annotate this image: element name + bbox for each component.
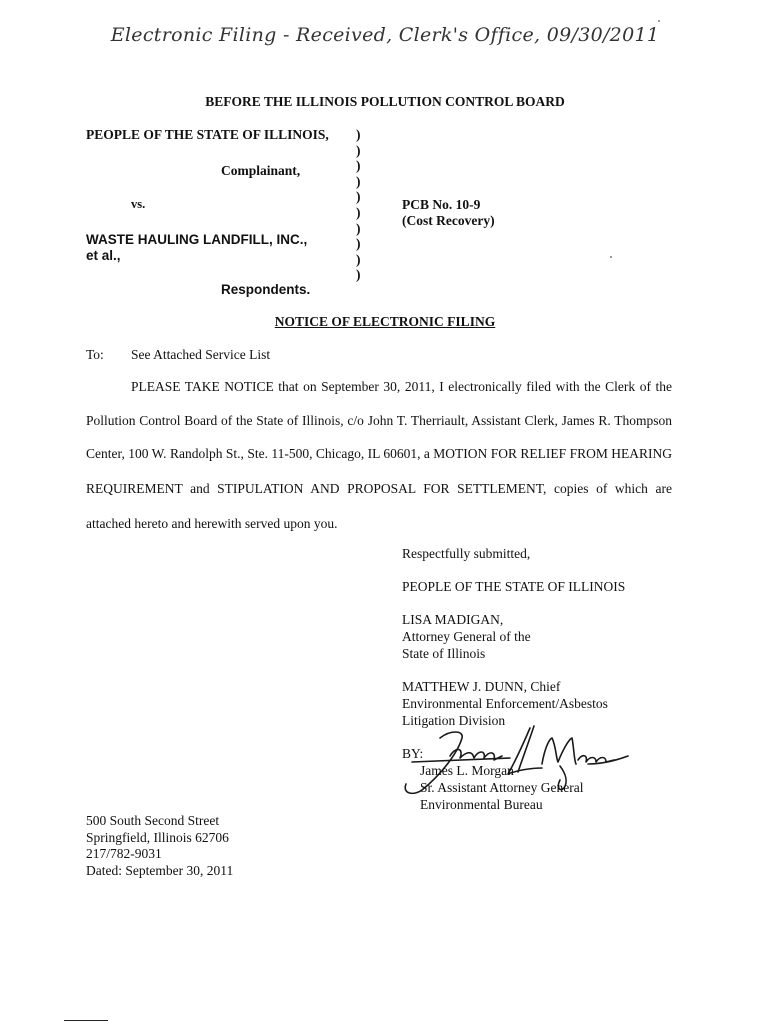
signer-title-1: Sr. Assistant Attorney General <box>420 780 584 795</box>
caption-party-respondent: WASTE HAULING LANDFILL, INC., <box>86 232 308 247</box>
address-dated: Dated: September 30, 2011 <box>86 862 234 878</box>
to-value: See Attached Service List <box>131 347 271 362</box>
body-line-1: PLEASE TAKE NOTICE that on September 30, 2011, I electronically filed with the Clerk of the <box>131 379 672 394</box>
case-type: (Cost Recovery) <box>402 213 495 228</box>
closing: Respectfully submitted, <box>402 546 531 561</box>
scan-speck <box>610 256 612 258</box>
ag-title-2: State of Illinois <box>402 646 486 661</box>
signer-name: James L. Morgan <box>420 763 514 778</box>
address-line-2: Springfield, Illinois 62706 <box>86 829 229 845</box>
body-line-3: Center, 100 W. Randolph St., Ste. 11-500, Chicago, IL 60601, a MOTION FOR RELIEF FROM HEARING <box>86 446 672 461</box>
caption-party-complainant: PEOPLE OF THE STATE OF ILLINOIS, <box>86 127 329 142</box>
chief-title-2: Litigation Division <box>402 713 506 728</box>
case-number: PCB No. 10-9 <box>402 197 481 212</box>
chief-title-1: Environmental Enforcement/Asbestos <box>402 696 608 711</box>
filing-stamp: Electronic Filing - Received, Clerk's Office, 09/30/2011 <box>110 24 660 46</box>
notice-title: NOTICE OF ELECTRONIC FILING <box>274 314 496 329</box>
to-label: To: <box>86 347 104 362</box>
address-block <box>86 813 233 879</box>
chief-name: MATTHEW J. DUNN, Chief <box>402 679 561 694</box>
signature-party: PEOPLE OF THE STATE OF ILLINOIS <box>402 579 626 594</box>
footer-rule <box>64 1020 108 1021</box>
body-line-5: attached hereto and herewith served upon you. <box>86 516 338 531</box>
body-line-2: Pollution Control Board of the State of Illinois, c/o John T. Therriault, Assistant Clerk, James R. Thompson <box>86 413 672 428</box>
address-line-3: 217/782-9031 <box>86 846 162 861</box>
caption-respondents-label: Respondents. <box>221 282 311 297</box>
caption-parentheses: ) ) ) ) ) ) ) ) ) ) <box>356 127 361 283</box>
caption-party-respondent-etal: et al., <box>86 248 121 263</box>
document-heading: BEFORE THE ILLINOIS POLLUTION CONTROL BOARD <box>205 94 565 109</box>
caption-complainant-label: Complainant, <box>221 163 301 178</box>
caption-vs: vs. <box>131 197 146 211</box>
ag-title-1: Attorney General of the <box>402 629 531 644</box>
body-line-4: REQUIREMENT and STIPULATION AND PROPOSAL FOR SETTLEMENT, copies of which are <box>86 481 672 496</box>
by-label: BY: <box>402 746 424 761</box>
signer-title-2: Environmental Bureau <box>420 797 543 812</box>
address-line-1: 500 South Second Street <box>86 813 220 828</box>
scan-speck <box>658 20 660 22</box>
ag-name: LISA MADIGAN, <box>402 612 504 627</box>
